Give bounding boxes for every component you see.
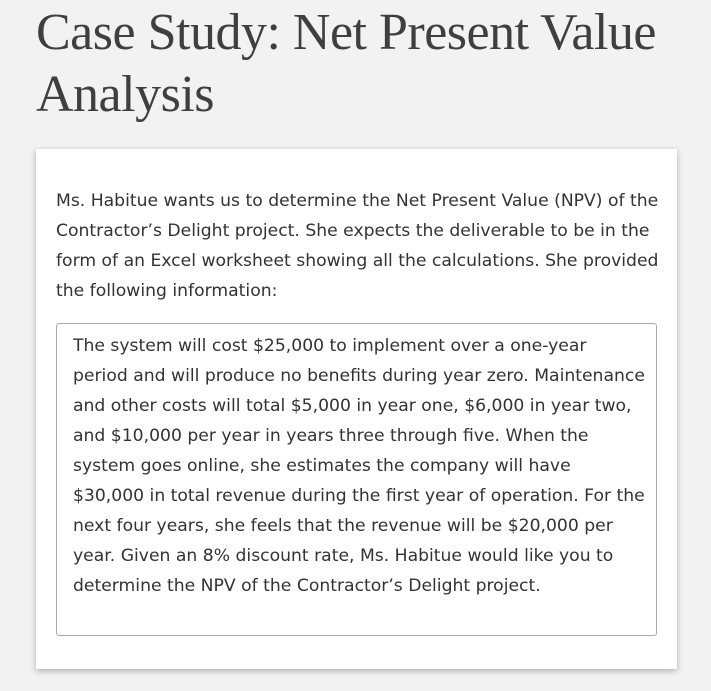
intro-paragraph: Ms. Habitue wants us to determine the Net Present Value (NPV) of the Contractor’s Delight project. She expects the deliverable to be in the form of an Excel worksheet showing all the calculations. She provided the following information: [56, 191, 659, 301]
case-details-text: The system will cost $25,000 to implement over a one-year period and will produce no benefits during year zero. Maintenance and other costs will total $5,000 in year one, $6,000 in year two, and $10,000 per year in years three through five. When the system goes online, she estimates the company will have $30,000 in total revenue during the first year of operation. For the next four years, she feels that the revenue will be $20,000 per year. Given an 8% discount rate, Ms. Habitue would like you to determine the NPV of the Contractor’s Delight project. [73, 336, 645, 596]
case-details-box [56, 323, 657, 636]
page-title: Case Study: Net Present Value Analysis [36, 4, 657, 123]
content-card [36, 149, 677, 669]
